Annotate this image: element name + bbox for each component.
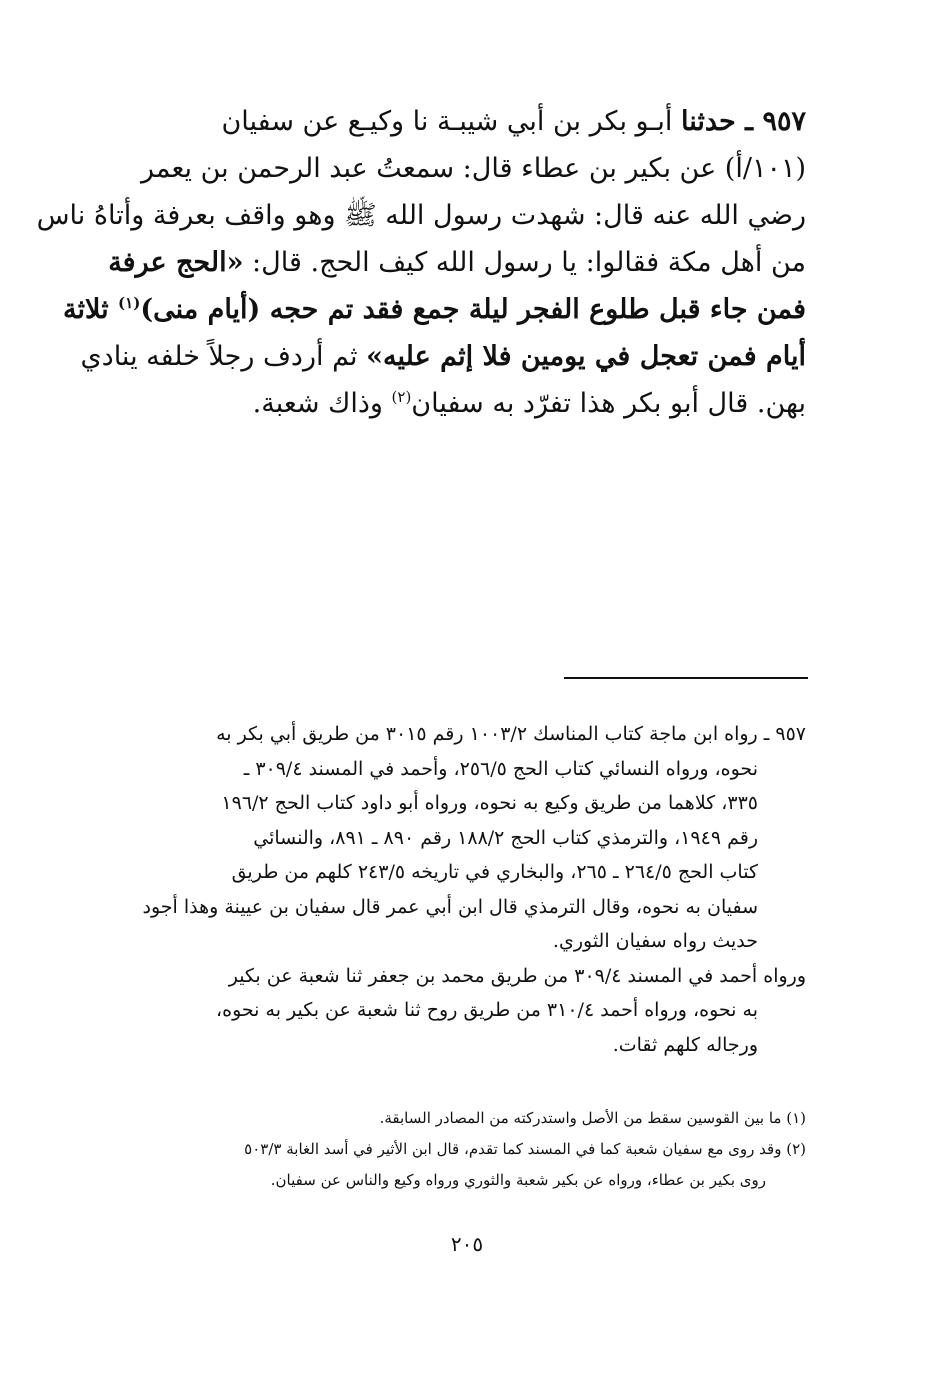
footnote-ref: (٢) <box>391 388 412 406</box>
footnote-line: كتاب الحج ٢٦٤/٥ ـ ٢٦٥، والبخاري في تاريخه ٢٤٣/٥ كلهم من طريق <box>231 861 758 883</box>
footnote-line: به نحوه، ورواه أحمد ٣١٠/٤ من طريق روح ثنا شعبة عن بكير به نحوه، <box>216 999 758 1021</box>
footnote-line: ورواه أحمد في المسند ٣٠٩/٤ من طريق محمد بن جعفر ثنا شعبة عن بكير <box>228 964 806 987</box>
text-line: فمن جاء قبل طلوع الفجر ليلة جمع فقد تم حجه (أيام منى)$^{(١)}$ ثلاثة <box>63 294 806 325</box>
page-number: ٢٠٥ <box>450 1232 484 1256</box>
text-line: (١٠١/أ) عن بكير بن عطاء قال: سمعتُ عبد الرحمن بن يعمر <box>140 153 806 184</box>
note-line: (٢) وقد روى مع سفيان شعبة كما في المسند كما تقدم، قال ابن الأثير في أسد الغابة ٥٠٣/٣ <box>244 1140 806 1158</box>
quote-start: «الحج عرفة <box>108 247 244 278</box>
text-line: من أهل مكة فقالوا: يا رسول الله كيف الحج. قال: «الحج عرفة <box>108 247 806 278</box>
footnote-line: حديث رواه سفيان الثوري. <box>552 930 758 952</box>
footnote-ref: (١) <box>118 294 141 312</box>
narration-start: حدثنا <box>681 106 736 137</box>
footnote-line: رقم ١٩٤٩، والترمذي كتاب الحج ١٨٨/٢ رقم ٨٩٠ ـ ٨٩١، والنسائي <box>253 826 758 849</box>
footnote-line: ٩٥٧ ـ رواه ابن ماجة كتاب المناسك ١٠٠٣/٢ رقم ٣٠١٥ من طريق أبي بكر به <box>216 723 806 745</box>
takhrij-footnotes <box>116 717 806 1062</box>
footnote-line: ٣٣٥، كلاهما من طريق وكيع به نحوه، ورواه أبو داود كتاب الحج ١٩٦/٢ <box>221 792 758 814</box>
footnote-line: ورجاله كلهم ثقات. <box>612 1033 758 1056</box>
text-line: أيام فمن تعجل في يومين فلا إثم عليه» ثم أردف رجلاً خلفه ينادي <box>80 341 806 372</box>
editor-notes <box>116 1103 806 1196</box>
footnote-line: نحوه، ورواه النسائي كتاب الحج ٢٥٦/٥، وأحمد في المسند ٣٠٩/٤ ـ <box>243 757 758 780</box>
text-line: ٩٥٧ ـ حدثنا أبـو بكر بن أبي شيبـة نا وكيـع عن سفيان <box>221 106 806 137</box>
footnote-separator <box>564 677 808 679</box>
footnote-line: سفيان به نحوه، وقال الترمذي قال ابن أبي عمر قال سفيان بن عيينة وهذا أجود <box>142 895 758 918</box>
text-line: بهن. قال أبو بكر هذا تفرّد به سفيان$^{(٢)}$ وذاك شعبة. <box>252 388 806 419</box>
note-line: (١) ما بين القوسين سقط من الأصل واستدركته من المصادر السابقة. <box>379 1109 806 1127</box>
note-line: روى بكير بن عطاء، ورواه عن بكير شعبة والثوري ورواه وكيع والناس عن سفيان. <box>270 1171 766 1189</box>
hadith-text <box>36 98 806 427</box>
text-line: رضي الله عنه قال: شهدت رسول الله ﷺ وهو واقف بعرفة وأتاهُ ناس <box>36 200 806 231</box>
hadith-number: ٩٥٧ ـ <box>735 106 806 137</box>
